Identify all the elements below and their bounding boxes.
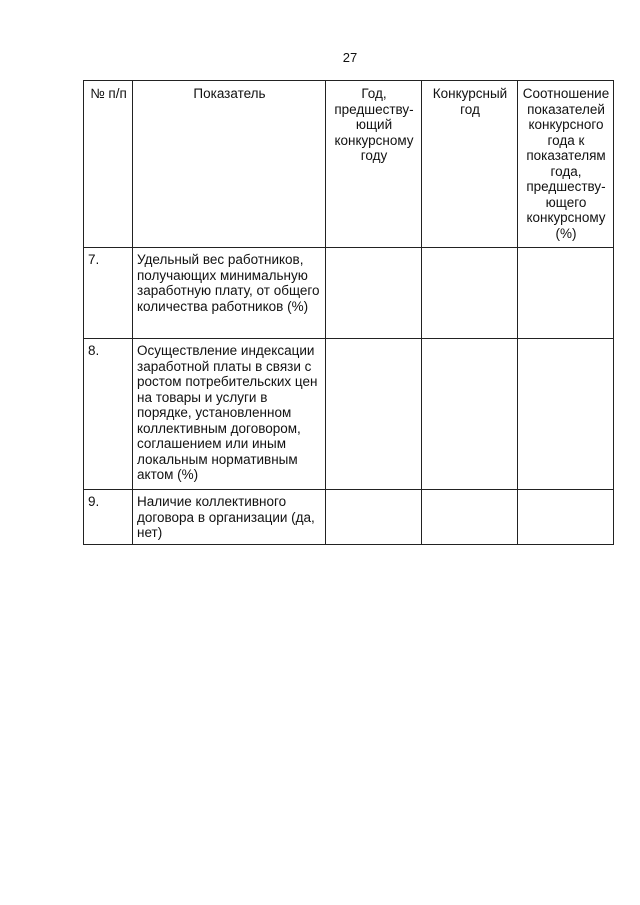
row-num: 7. [84, 248, 133, 339]
row-ratio-cell [518, 490, 614, 545]
row-num: 8. [84, 339, 133, 490]
row-ratio-cell [518, 339, 614, 490]
row-prev-year-cell [326, 490, 422, 545]
row-ratio-cell [518, 248, 614, 339]
table-row [84, 248, 614, 339]
header-indicator: Показатель [133, 81, 326, 248]
row-prev-year-cell [326, 339, 422, 490]
header-contest-year: Конкурсный год [422, 81, 518, 248]
row-indicator: Наличие коллективного договора в организации (да, нет) [133, 490, 326, 545]
row-prev-year-cell [326, 248, 422, 339]
row-num: 9. [84, 490, 133, 545]
table-row [84, 490, 614, 545]
indicators-table [83, 80, 614, 545]
row-indicator: Осуществление индексации заработной платы в связи с ростом потребительских цен на товары и услуги в порядке, установленном коллективным договором, соглашением или иным локальным нормативным актом (%) [133, 339, 326, 490]
row-indicator: Удельный вес работников, получающих минимальную заработную плату, от общего количества работников (%) [133, 248, 326, 339]
row-contest-year-cell [422, 490, 518, 545]
table-header-row [84, 81, 614, 248]
page-number: 27 [342, 50, 358, 65]
header-prev-year: Год, предшеству-ющий конкурсному году [326, 81, 422, 248]
row-contest-year-cell [422, 339, 518, 490]
row-contest-year-cell [422, 248, 518, 339]
table-row [84, 339, 614, 490]
header-ratio: Соотношение показателей конкурсного года к показателям года, предшеству-ющего конкурсному (%) [518, 81, 614, 248]
header-num: № п/п [84, 81, 133, 248]
